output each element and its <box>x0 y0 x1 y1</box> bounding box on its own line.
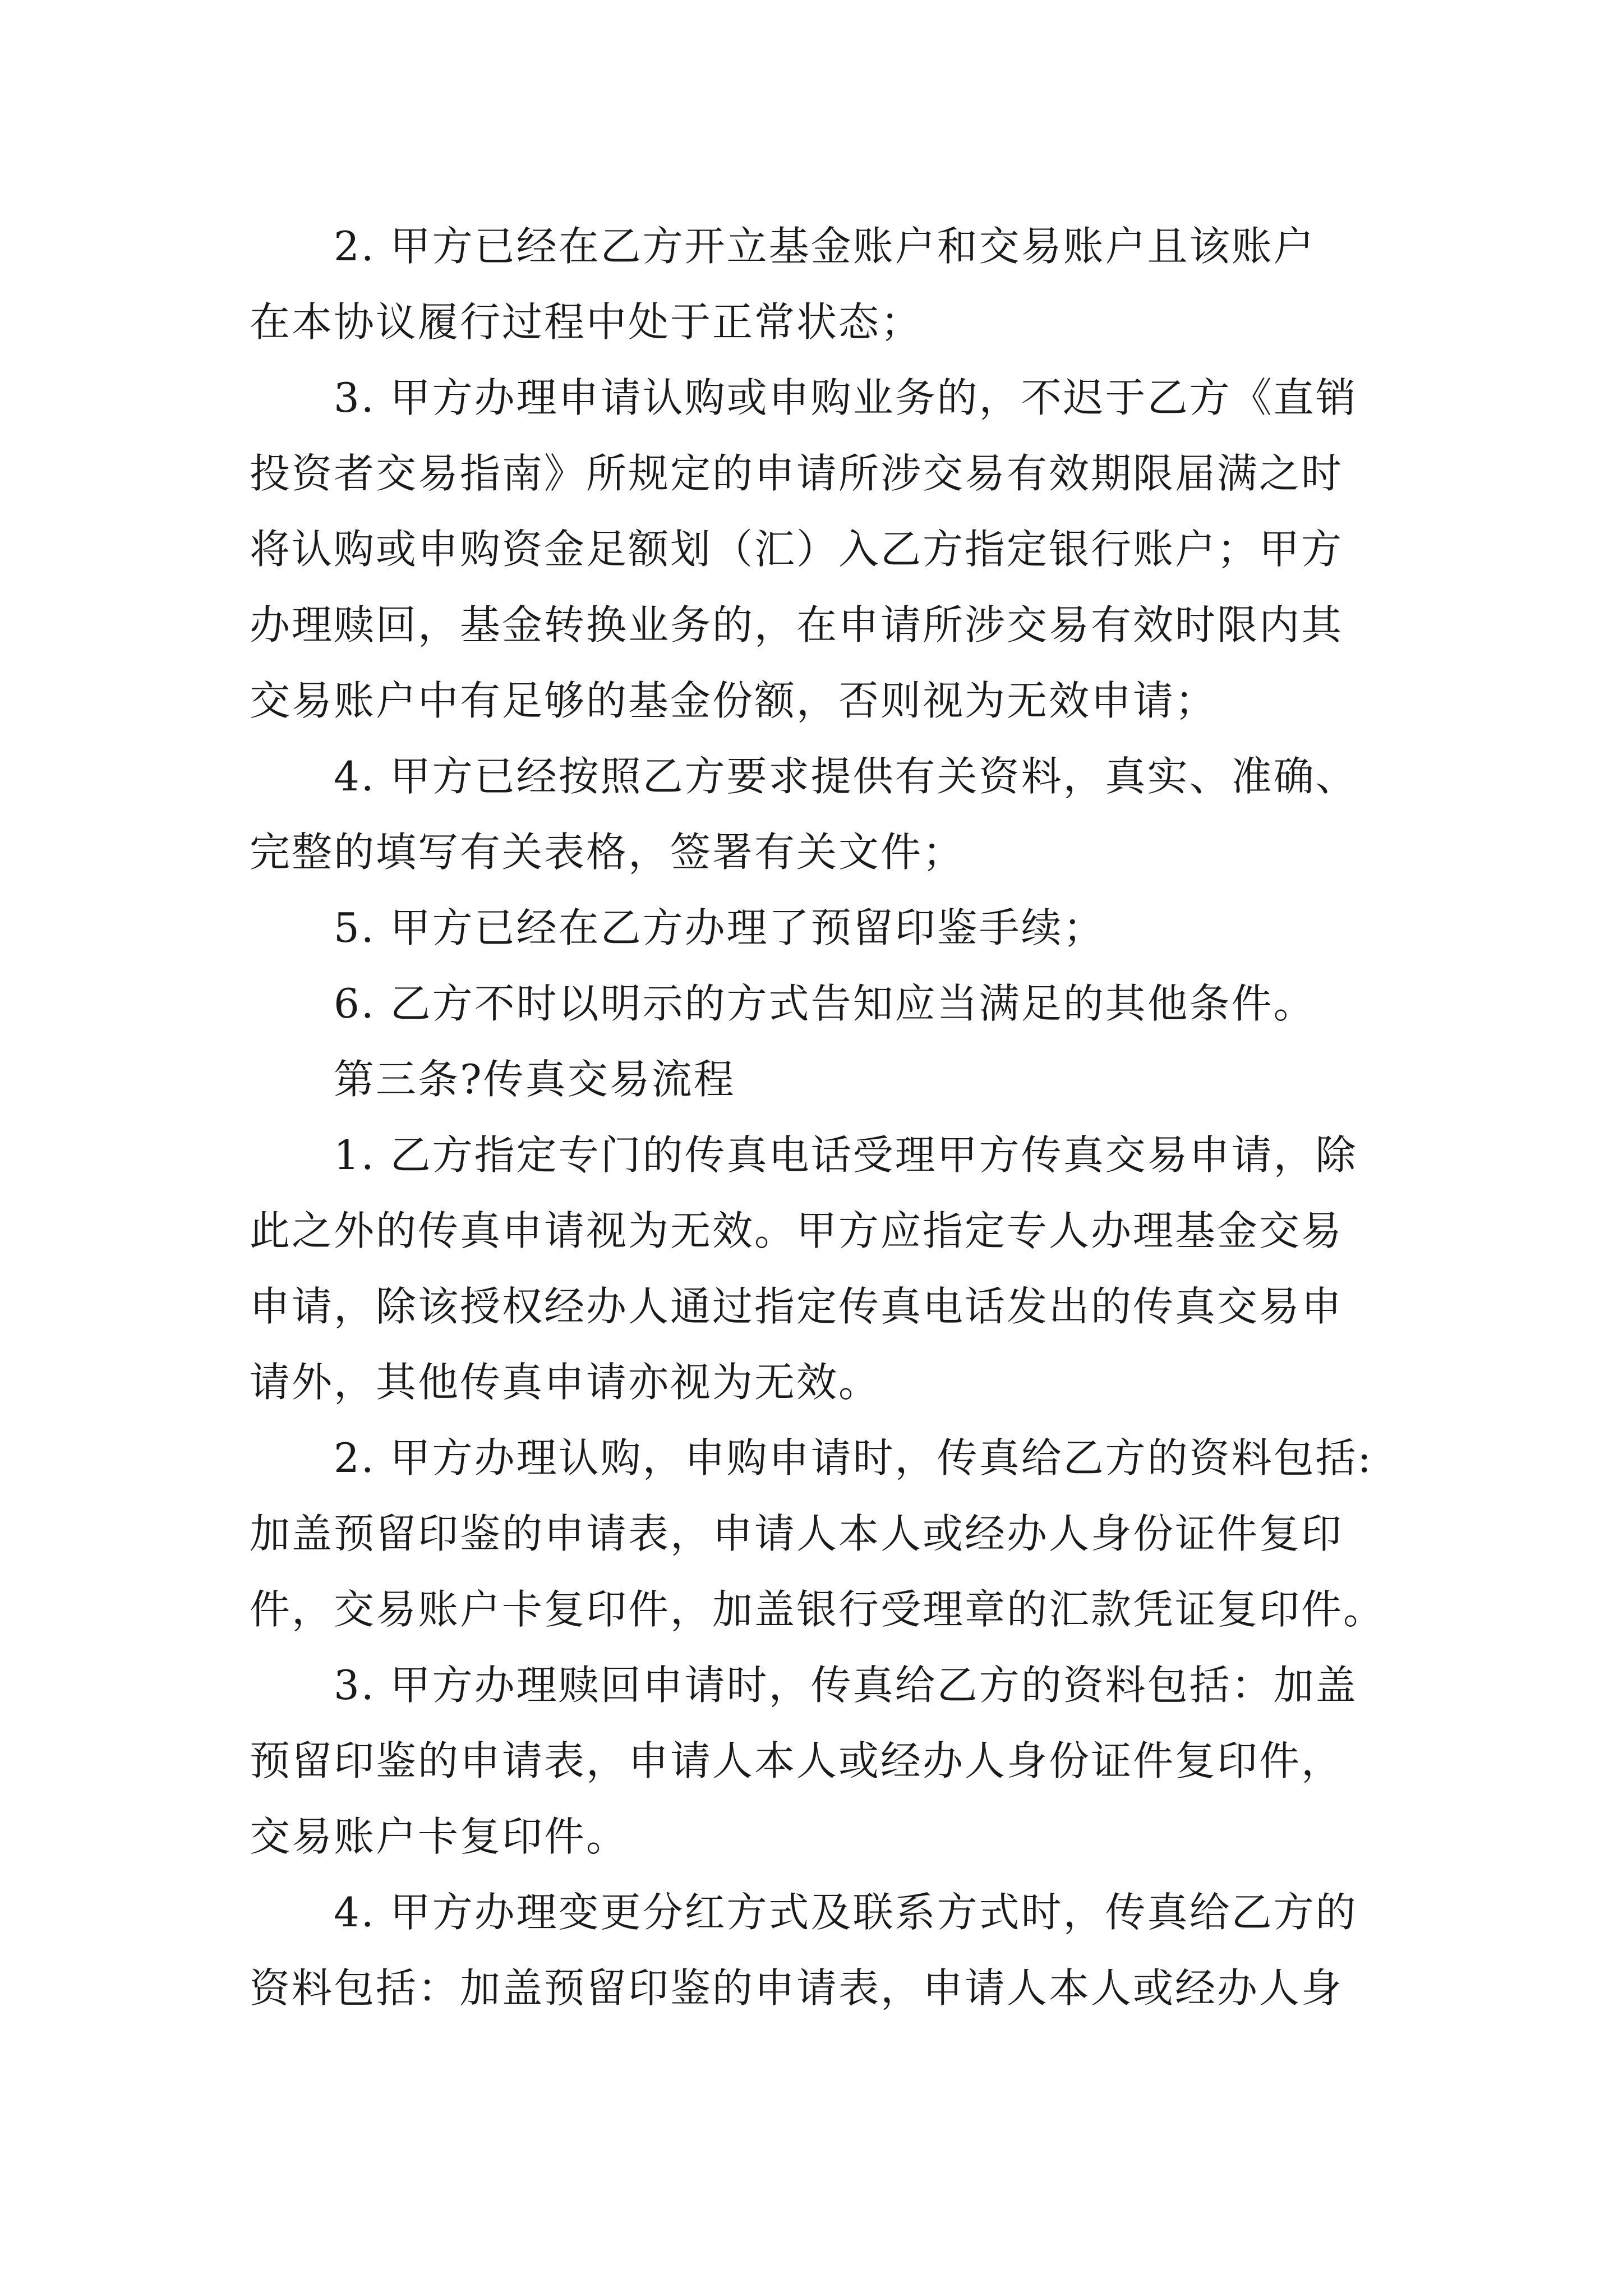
article-3-heading <box>250 1042 1374 1117</box>
text-line: 申请，除该授权经办人通过指定传真电话发出的传真交易申 <box>250 1283 1344 1330</box>
clause-5-paragraph <box>250 890 1374 966</box>
fax-clause-1-paragraph <box>250 1117 1374 1420</box>
clause-6-paragraph <box>250 966 1374 1042</box>
document-body <box>250 209 1386 2026</box>
text-line: 完整的填写有关表格，签署有关文件； <box>250 829 965 876</box>
fax-clause-4-paragraph <box>250 1875 1374 2026</box>
text-line: 预留印鉴的申请表，申请人本人或经办人身份证件复印件， <box>250 1737 1344 1784</box>
text-line: 3. 甲方办理申请认购或申购业务的，不迟于乙方《直销 <box>334 374 1358 421</box>
text-line: 5. 甲方已经在乙方办理了预留印鉴手续； <box>334 904 1105 951</box>
text-line: 办理赎回，基金转换业务的，在申请所涉交易有效时限内其 <box>250 601 1344 648</box>
text-line: 2. 甲方已经在乙方开立基金账户和交易账户且该账户 <box>334 223 1316 270</box>
text-line: 件，交易账户卡复印件，加盖银行受理章的汇款凭证复印件。 <box>250 1586 1386 1633</box>
text-line: 6. 乙方不时以明示的方式告知应当满足的其他条件。 <box>334 980 1316 1027</box>
text-line: 在本协议履行过程中处于正常状态； <box>250 298 923 346</box>
text-line: 请外，其他传真申请亦视为无效。 <box>250 1359 881 1406</box>
clause-2-paragraph <box>250 209 1374 360</box>
fax-clause-2-paragraph <box>250 1420 1386 1648</box>
text-line: 1. 乙方指定专门的传真电话受理甲方传真交易申请，除 <box>334 1131 1358 1179</box>
text-line: 加盖预留印鉴的申请表，申请人本人或经办人身份证件复印 <box>250 1510 1344 1557</box>
text-line: 4. 甲方已经按照乙方要求提供有关资料，真实、准确、 <box>334 753 1358 800</box>
fax-clause-3-paragraph <box>250 1648 1374 1875</box>
text-line: 3. 甲方办理赎回申请时，传真给乙方的资料包括：加盖 <box>334 1662 1358 1709</box>
clause-3-paragraph <box>250 360 1374 739</box>
text-line: 资料包括：加盖预留印鉴的申请表，申请人本人或经办人身 <box>250 1964 1344 2012</box>
text-line: 交易账户中有足够的基金份额，否则视为无效申请； <box>250 677 1218 724</box>
text-line: 4. 甲方办理变更分红方式及联系方式时，传真给乙方的 <box>334 1889 1358 1936</box>
text-line: 2. 甲方办理认购，申购申请时，传真给乙方的资料包括: <box>334 1434 1373 1481</box>
section-heading: 第三条?传真交易流程 <box>334 1056 736 1103</box>
text-line: 此之外的传真申请视为无效。甲方应指定专人办理基金交易 <box>250 1207 1344 1254</box>
text-line: 投资者交易指南》所规定的申请所涉交易有效期限届满之时 <box>250 450 1344 497</box>
text-line: 交易账户卡复印件。 <box>250 1813 629 1860</box>
clause-4-paragraph <box>250 739 1374 890</box>
text-line: 将认购或申购资金足额划（汇）入乙方指定银行账户；甲方 <box>250 526 1344 573</box>
